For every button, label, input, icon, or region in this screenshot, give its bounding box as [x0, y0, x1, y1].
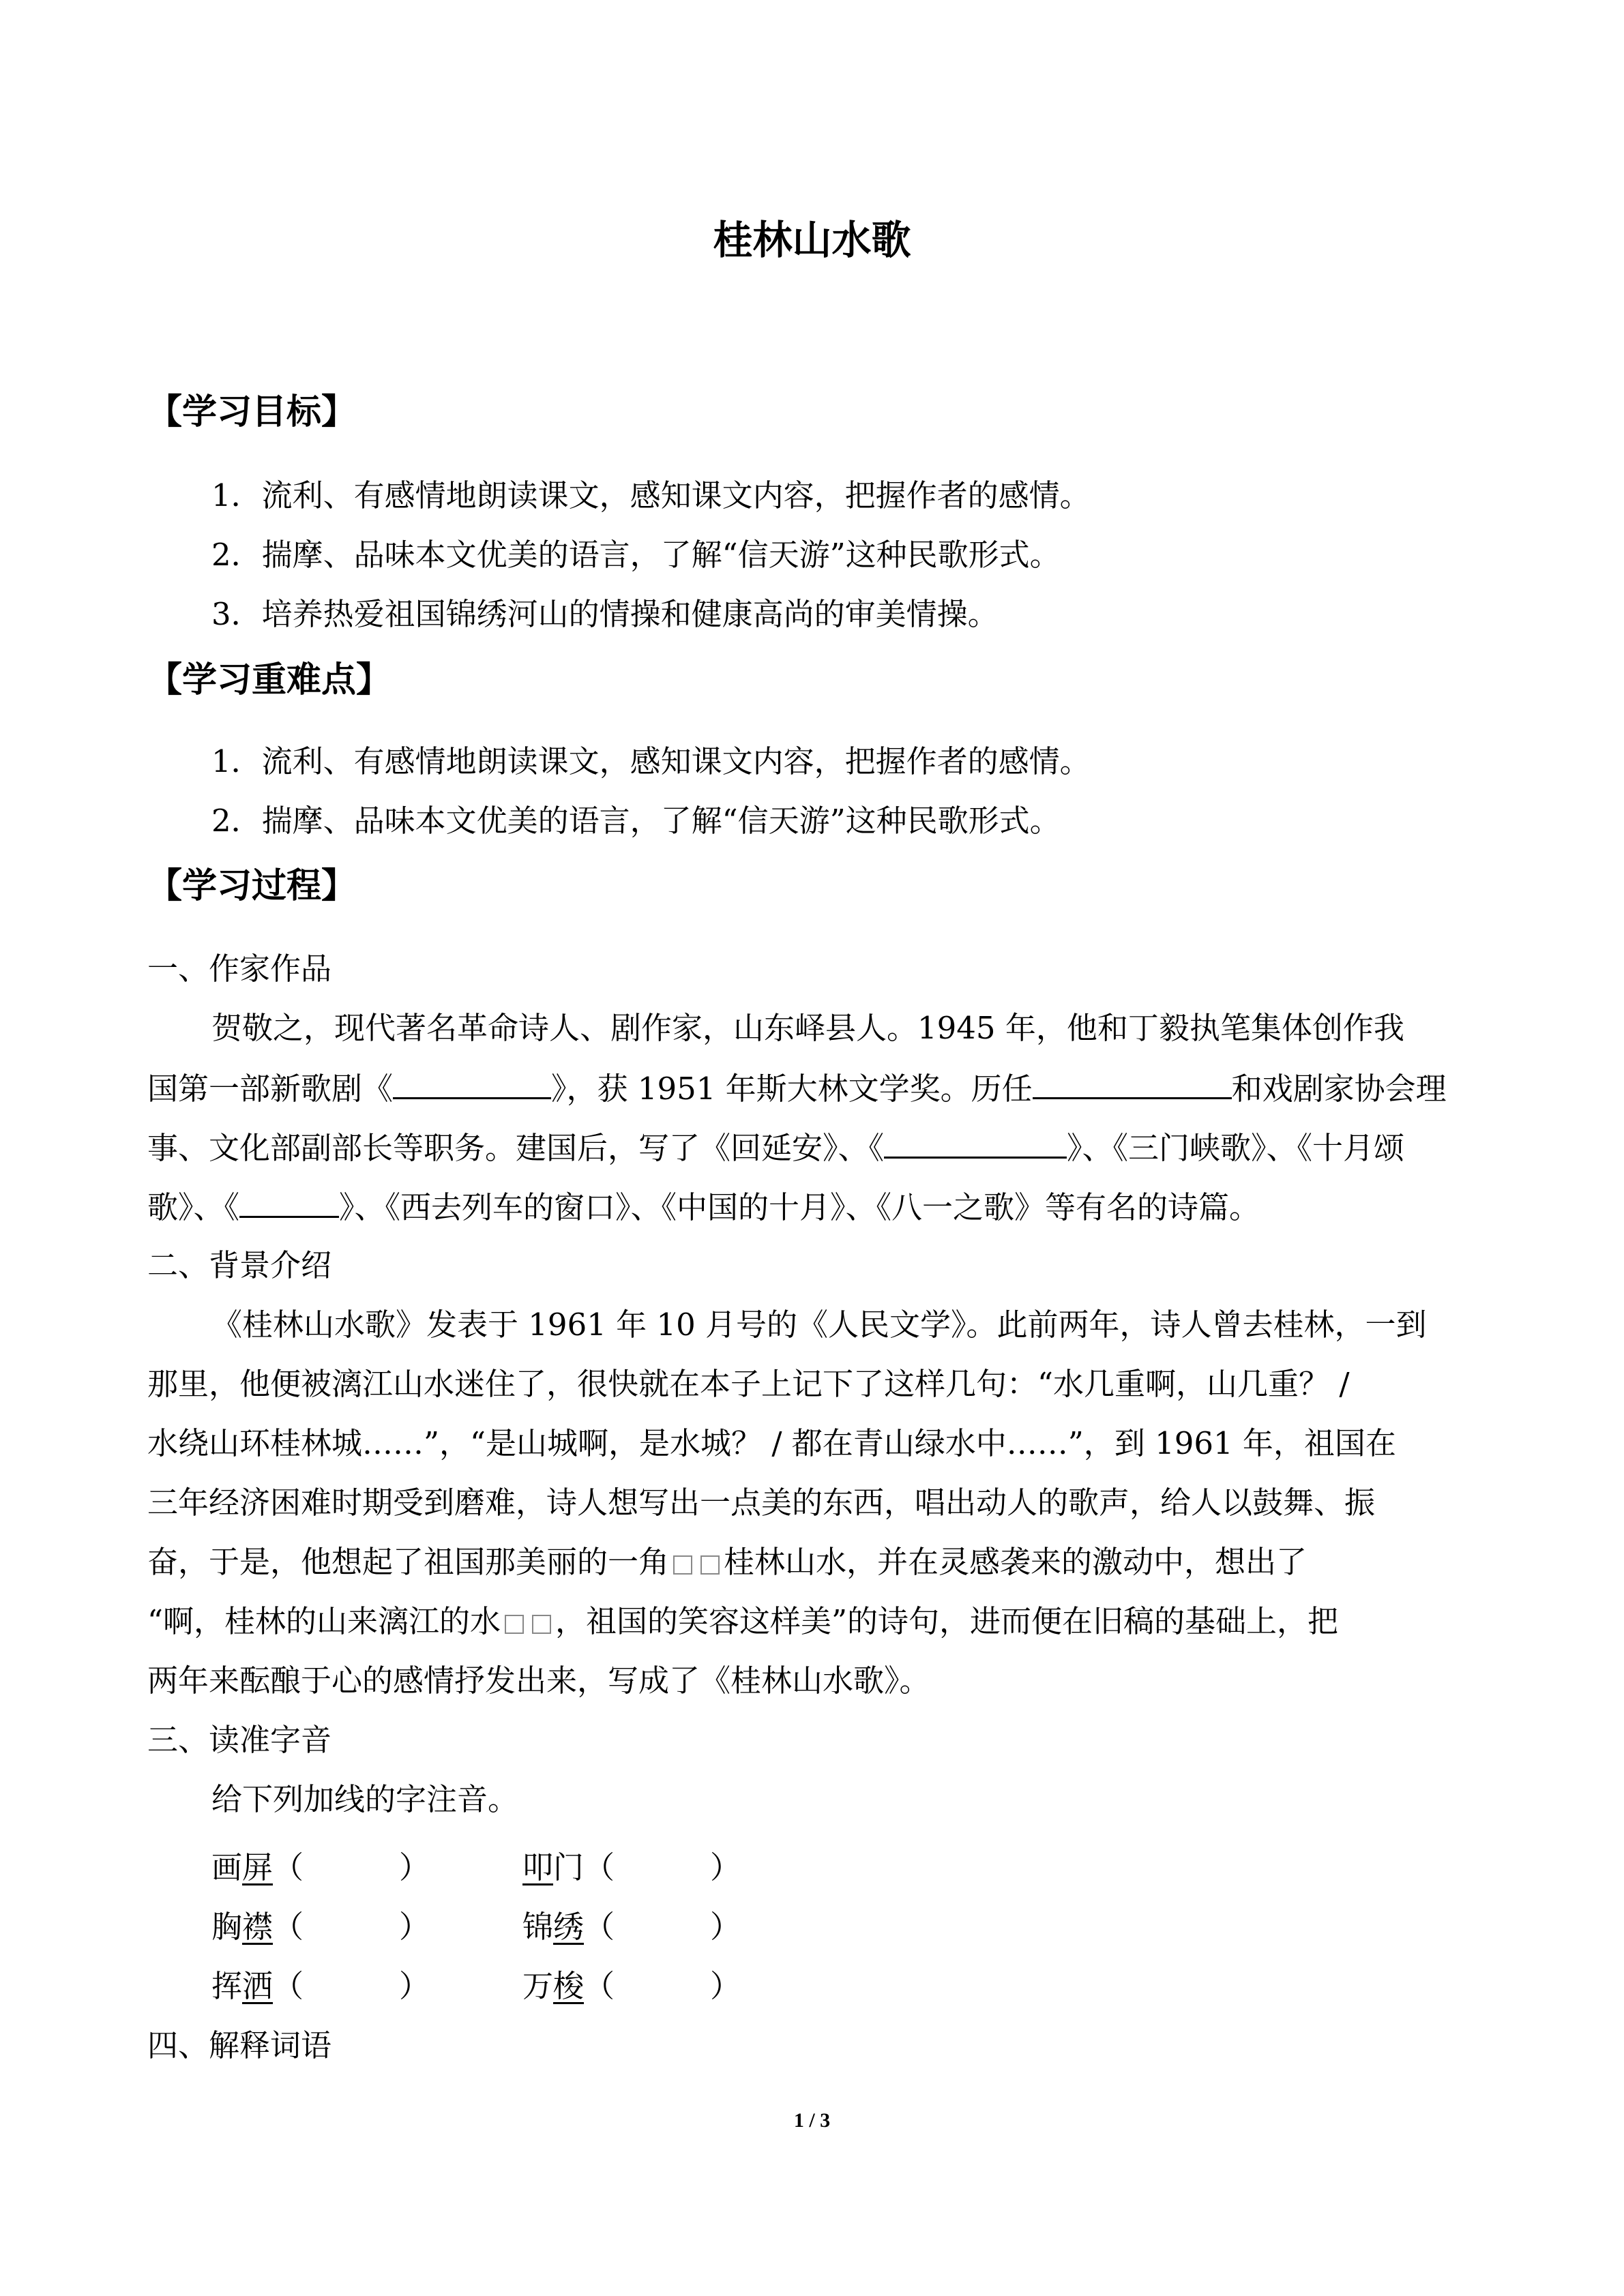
blank-position[interactable] [1033, 1066, 1232, 1099]
part1-heading: 一、作家作品 [147, 951, 332, 987]
key-points-heading: 【学习重难点】 [147, 660, 392, 700]
part1-line-3 [147, 1125, 1404, 1170]
part1-line-2 [147, 1066, 1447, 1111]
blank-poem-1[interactable] [884, 1125, 1067, 1159]
part2-heading: 二、背景介绍 [147, 1247, 332, 1283]
pinyin-item-6: 万梭（ ） [522, 1968, 741, 2004]
pinyin-item-5: 挥洒（ ） [211, 1968, 430, 2004]
missing-glyph-box [700, 1555, 720, 1575]
part3-heading: 三、读准字音 [147, 1722, 332, 1758]
blank-poem-2[interactable] [239, 1184, 339, 1218]
key-point-item-1: 1．流利、有感情地朗读课文，感知课文内容，把握作者的感情。 [211, 743, 1091, 779]
part2-line-3: 水绕山环桂林城……”，“是山城啊，是水城？ / 都在青山绿水中……”，到 1961 年，祖国在 [147, 1425, 1396, 1461]
goal-item-2: 2．揣摩、品味本文优美的语言，了解“信天游”这种民歌形式。 [211, 537, 1061, 573]
part2-line-2: 那里，他便被漓江山水迷住了，很快就在本子上记下了这样几句：“水几重啊，山几重？ / [147, 1366, 1350, 1402]
page-number: 1 / 3 [793, 2109, 831, 2132]
part1-line-2-b: 》，获 1951 年斯大林文学奖。历任 [551, 1071, 1033, 1107]
goal-item-3: 3．培养热爱祖国锦绣河山的情操和健康高尚的审美情操。 [211, 596, 999, 632]
goal-item-1: 1．流利、有感情地朗读课文，感知课文内容，把握作者的感情。 [211, 477, 1091, 513]
missing-glyph-box [505, 1615, 524, 1634]
part2-line-6-a: “啊，桂林的山来漓江的水 [147, 1603, 501, 1639]
underlined-char: 叩 [522, 1849, 554, 1885]
part2-line-5-a: 奋，于是，他想起了祖国那美丽的一角 [147, 1544, 670, 1580]
key-point-item-2: 2．揣摩、品味本文优美的语言，了解“信天游”这种民歌形式。 [211, 803, 1061, 839]
underlined-char: 绣 [553, 1909, 585, 1945]
missing-glyph-box [673, 1555, 692, 1575]
part1-line-4 [147, 1184, 1260, 1229]
part1-line-4-a: 歌》、《 [147, 1189, 240, 1225]
part1-line-2-c: 和戏剧家协会理 [1231, 1071, 1447, 1107]
part2-line-5-b: 桂林山水，并在灵感袭来的激动中，想出了 [724, 1544, 1308, 1580]
underlined-char: 梭 [553, 1968, 585, 2004]
part2-line-6-b: ，祖国的笑容这样美”的诗句，进而便在旧稿的基础上，把 [555, 1603, 1339, 1639]
pinyin-item-1: 画屏（ ） [211, 1849, 430, 1885]
part1-line-1: 贺敬之，现代著名革命诗人、剧作家，山东峄县人。1945 年，他和丁毅执笔集体创作我 [211, 1010, 1404, 1046]
part1-line-4-b: 》、《西去列车的窗口》、《中国的十月》、《八一之歌》等有名的诗篇。 [339, 1189, 1260, 1225]
page-title: 桂林山水歌 [713, 217, 911, 263]
part2-line-4: 三年经济困难时期受到磨难，诗人想写出一点美的东西，唱出动人的歌声，给人以鼓舞、振 [147, 1485, 1376, 1521]
goals-heading: 【学习目标】 [147, 392, 357, 432]
underlined-char: 屏 [242, 1849, 274, 1885]
part1-line-3-b: 》、《三门峡歌》、《十月颂 [1067, 1130, 1405, 1166]
part1-line-2-a: 国第一部新歌剧《 [147, 1071, 394, 1107]
underlined-char: 襟 [242, 1909, 274, 1945]
pinyin-item-3: 胸襟（ ） [211, 1909, 430, 1945]
part2-line-7: 两年来酝酿于心的感情抒发出来，写成了《桂林山水歌》。 [147, 1663, 930, 1699]
part2-line-5 [147, 1540, 1307, 1584]
blank-opera-name[interactable] [393, 1066, 551, 1099]
part1-line-3-a: 事、文化部副部长等职务。建国后，写了《回延安》、《 [147, 1130, 885, 1166]
pinyin-item-2: 叩门（ ） [522, 1849, 741, 1885]
process-heading: 【学习过程】 [147, 866, 357, 906]
part2-line-1: 《桂林山水歌》发表于 1961 年 10 月号的《人民文学》。此前两年，诗人曾去桂林，一到 [211, 1307, 1427, 1343]
part2-line-6 [147, 1600, 1338, 1643]
part4-heading: 四、解释词语 [147, 2027, 332, 2063]
part3-instruction: 给下列加线的字注音。 [211, 1781, 519, 1817]
missing-glyph-box [532, 1615, 551, 1634]
pinyin-item-4: 锦绣（ ） [522, 1909, 741, 1945]
underlined-char: 洒 [242, 1968, 274, 2004]
